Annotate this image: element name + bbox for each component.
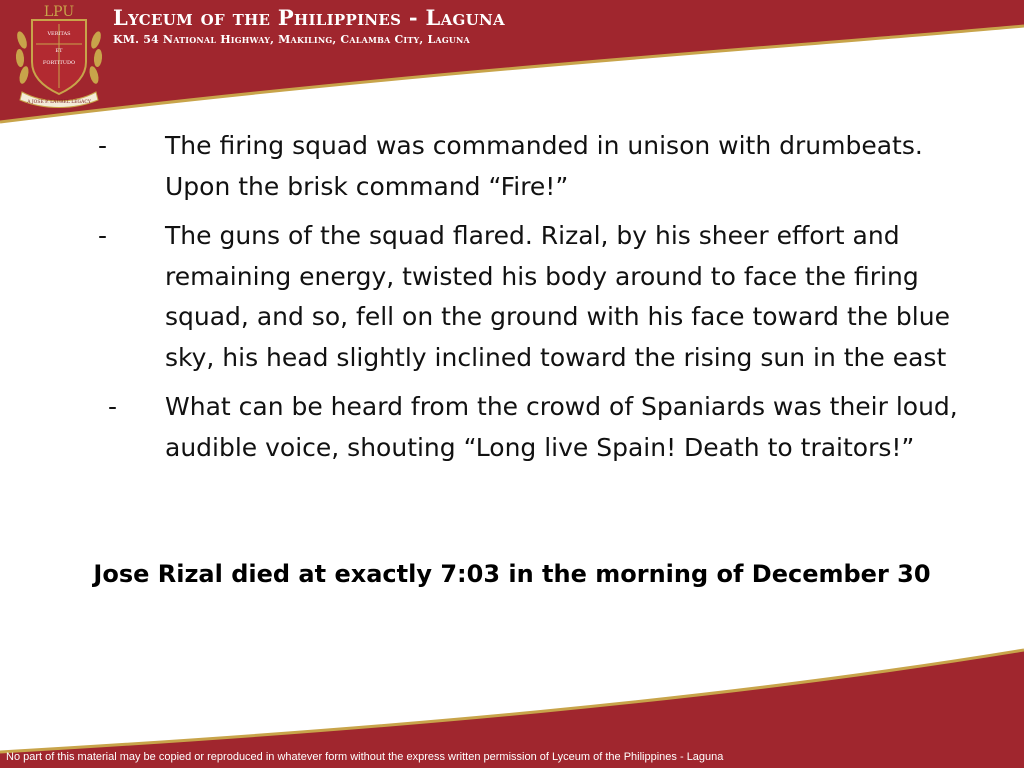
bullet-marker: -: [108, 392, 118, 421]
bullet-text: What can be heard from the crowd of Spaniards was their loud, audible voice, shouting “Long live Spain! Death to traitors!”: [165, 392, 958, 462]
bullet-item: [90, 387, 970, 468]
lpu-logo: [14, 0, 104, 110]
institution-name: Lyceum of the Philippines - Laguna: [113, 5, 505, 30]
conclusion-text: Jose Rizal died at exactly 7:03 in the morning of December 30: [93, 560, 931, 588]
svg-text:ET: ET: [55, 48, 63, 54]
copyright-notice: No part of this material may be copied or reproduced in whatever form without the express written permission of Lyceum of the Philippines - Laguna: [6, 751, 724, 763]
svg-text:FORTITUDO: FORTITUDO: [42, 60, 76, 66]
bullet-marker: -: [98, 221, 108, 250]
institution-address: KM. 54 National Highway, Makiling, Calamba City, Laguna: [113, 33, 470, 46]
svg-text:A JOSE P. LAUREL LEGACY: A JOSE P. LAUREL LEGACY: [27, 100, 91, 105]
bullet-marker: -: [98, 131, 108, 160]
bullet-item: [90, 126, 970, 207]
svg-text:VERITAS: VERITAS: [47, 31, 71, 37]
bullet-item: [90, 216, 970, 378]
bullet-text: The firing squad was commanded in unison with drumbeats. Upon the brisk command “Fire!”: [165, 131, 923, 201]
svg-text:LPU: LPU: [43, 4, 75, 20]
bullet-text: The guns of the squad flared. Rizal, by his sheer effort and remaining energy, twisted his body around to face the firing squad, and so, fell on the ground with his face toward the blue sky, his head slightly inclined toward the rising sun in the east: [165, 221, 950, 372]
slide-content: [90, 126, 970, 477]
